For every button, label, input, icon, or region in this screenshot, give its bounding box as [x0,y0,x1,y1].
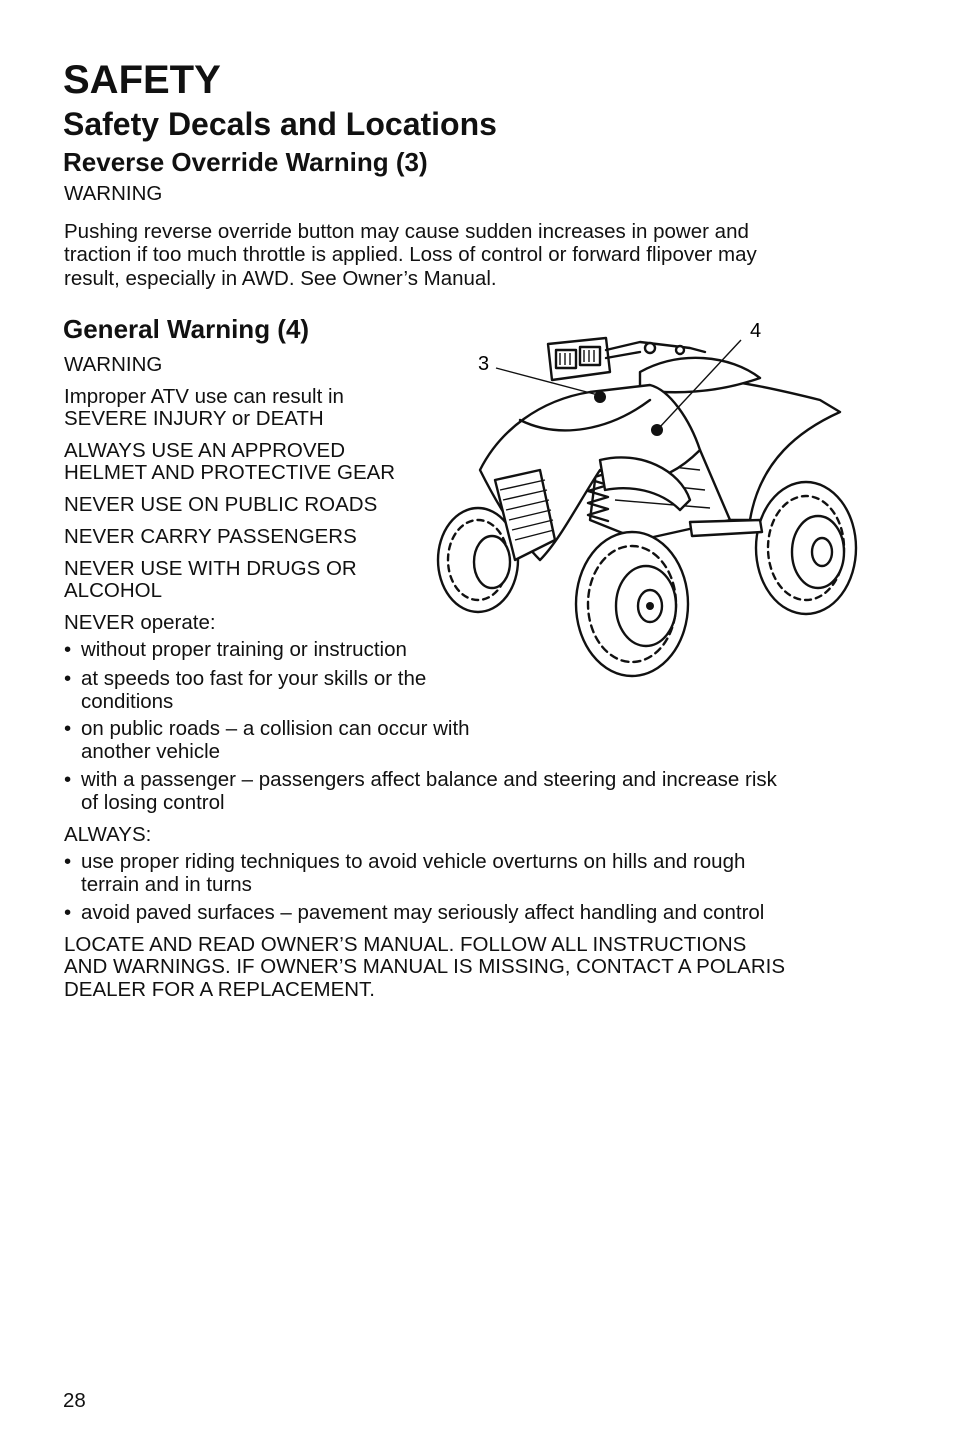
reverse-warning-label: WARNING [64,182,163,205]
bullet: • [64,768,72,791]
decal-marker-3 [594,391,606,403]
bullet: • [64,638,72,661]
never-item-4-line-2: of losing control [81,790,225,814]
front-wheel-right [576,532,688,676]
closing-line-1: LOCATE AND READ OWNER’S MANUAL. FOLLOW ALL INSTRUCTIONS [64,933,747,956]
bullet: • [64,850,72,873]
headlight-pod [548,338,610,380]
never-item-3-line-2: another vehicle [81,739,221,763]
general-p1-line-2: SEVERE INJURY or DEATH [64,407,324,430]
always-item-2-line-1: avoid paved surfaces – pavement may seriously affect handling and control [81,901,765,924]
callout-3: 3 [478,353,490,375]
rear-wheel-right [756,482,856,614]
never-item-4-line-1: with a passenger – passengers affect balance and steering and increase risk [81,768,777,791]
reverse-body-line-3: result, especially in AWD. See Owner’s Manual. [64,267,497,290]
never-item [64,718,470,763]
always-item [64,902,764,925]
reverse-override-heading: Reverse Override Warning (3) [63,147,428,177]
page-title: SAFETY [63,58,221,102]
never-item [64,639,407,662]
never-item-2-line-1: at speeds too fast for your skills or the [81,667,427,690]
general-p3: NEVER USE ON PUBLIC ROADS [64,493,378,516]
general-p2-line-2: HELMET AND PROTECTIVE GEAR [64,461,396,484]
atv-illustration [430,310,870,690]
general-p4: NEVER CARRY PASSENGERS [64,525,357,548]
never-operate-label: NEVER operate: [64,611,216,634]
never-item-2-line-2: conditions [81,689,174,713]
bullet: • [64,667,72,690]
closing-line-2: AND WARNINGS. IF OWNER’S MANUAL IS MISSING, CONTACT A POLARIS [64,955,786,978]
general-p5-line-2: ALCOHOL [64,579,162,602]
never-item [64,769,777,814]
reverse-body-line-1: Pushing reverse override button may cause sudden increases in power and [64,220,749,243]
never-item-3-line-1: on public roads – a collision can occur with [81,717,470,740]
always-item-1-line-2: terrain and in turns [81,872,252,896]
always-label: ALWAYS: [64,823,152,846]
callout-4: 4 [750,320,762,342]
never-item [64,668,426,713]
general-p2-line-1: ALWAYS USE AN APPROVED [64,439,346,462]
page-number: 28 [63,1389,86,1412]
bullet: • [64,901,72,924]
general-p5-line-1: NEVER USE WITH DRUGS OR [64,557,357,580]
footrest [690,520,762,536]
reverse-body-line-2: traction if too much throttle is applied. Loss of control or forward flipover may [64,243,757,266]
never-item-1-line-1: without proper training or instruction [81,638,407,661]
closing-line-3: DEALER FOR A REPLACEMENT. [64,978,376,1001]
general-p1-line-1: Improper ATV use can result in [64,385,344,408]
always-item-1-line-1: use proper riding techniques to avoid vehicle overturns on hills and rough [81,850,746,873]
general-warning-heading: General Warning (4) [63,314,310,344]
always-item [64,851,745,896]
section-title: Safety Decals and Locations [63,106,497,142]
general-warning-label: WARNING [64,353,163,376]
bullet: • [64,717,72,740]
